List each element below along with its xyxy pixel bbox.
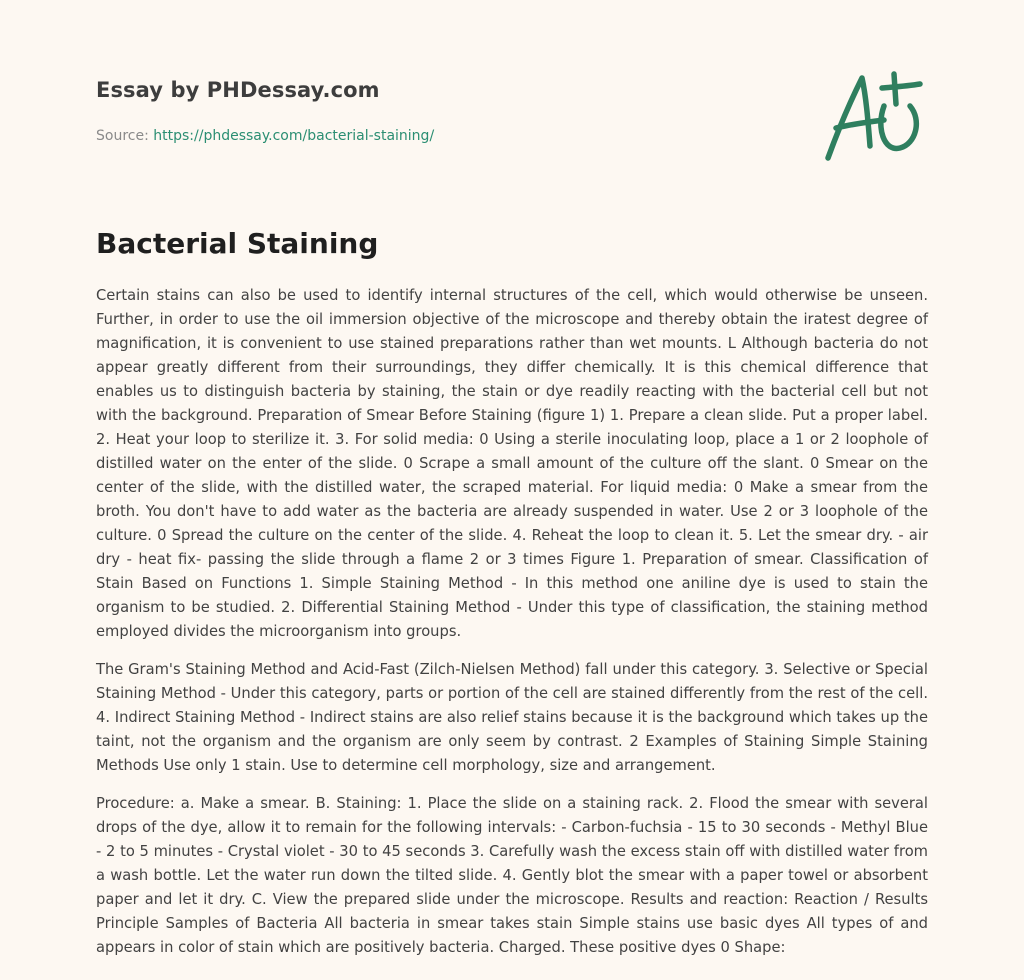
source-link[interactable]: https://phdessay.com/bacterial-staining/ xyxy=(153,128,435,144)
source-line xyxy=(96,126,796,146)
paragraph: Certain stains can also be used to identify internal structures of the cell, which would otherwise be unseen. Further, in order to use the oil immersion objective of the microscope and thereby obtain the iratest degree of magnification, it is convenient to use stained preparations rather than wet mounts. L Although bacteria do not appear greatly different from their surroundings, they differ chemically. It is this chemical difference that enables us to distinguish bacteria by staining, the stain or dye readily reacting with the bacterial cell but not with the background. Preparation of Smear Before Staining (figure 1) 1. Prepare a clean slide. Put a proper label. 2. Heat your loop to sterilize it. 3. For solid media: 0 Using a sterile inoculating loop, place a 1 or 2 loophole of distilled water on the enter of the slide. 0 Scrape a small amount of the culture off the slant. 0 Smear on the center of the slide, with the distilled water, the scraped material. For liquid media: 0 Make a smear from the broth. You don't have to add water as the bacteria are already suspended in water. Use 2 or 3 loophole of the culture. 0 Spread the culture on the center of the slide. 4. Reheat the loop to clean it. 5. Let the smear dry. - air dry - heat fix- passing the slide through a flame 2 or 3 times Figure 1. Preparation of smear. Classification of Stain Based on Functions 1. Simple Staining Method - In this method one aniline dye is used to stain the organism to be studied. 2. Differential Staining Method - Under this type of classification, the staining method employed divides the microorganism into groups. xyxy=(96,287,928,640)
site-title: Essay by PHDessay.com xyxy=(96,78,380,102)
paragraph: Procedure: a. Make a smear. B. Staining: 1. Place the slide on a staining rack. 2. Flood the smear with several drops of the dye, allow it to remain for the following intervals: - Carbon-fuchsia - 15 to 30 seconds - Methyl Blue - 2 to 5 minutes - Crystal violet - 30 to 45 seconds 3. Carefully wash the excess stain off with distilled water from a wash bottle. Let the water run down the tilted slide. 4. Gently blot the smear with a paper towel or absorbent paper and let it dry. C. View the prepared slide under the microscope. Results and reaction: Reaction / Results Principle Samples of Bacteria All bacteria in smear takes stain Simple stains use basic dyes All types of and appears in color of stain which are positively bacteria. Charged. These positive dyes 0 Shape: xyxy=(96,795,928,956)
a-plus-logo-svg xyxy=(822,66,932,166)
page-header xyxy=(96,76,796,146)
a-plus-logo-icon xyxy=(822,66,932,166)
document-title: Bacterial Staining xyxy=(96,227,379,260)
source-label: Source: xyxy=(96,128,149,144)
paragraph: The Gram's Staining Method and Acid-Fast (Zilch-Nielsen Method) fall under this category. 3. Selective or Special Staining Method - Under this category, parts or portion of the cell are stained differently from the rest of the cell. 4. Indirect Staining Method - Indirect stains are also relief stains because it is the background which takes up the taint, not the organism and the organism are only seem by contrast. 2 Examples of Staining Simple Staining Methods Use only 1 stain. Use to determine cell morphology, size and arrangement. xyxy=(96,661,928,774)
document-body xyxy=(96,284,928,974)
